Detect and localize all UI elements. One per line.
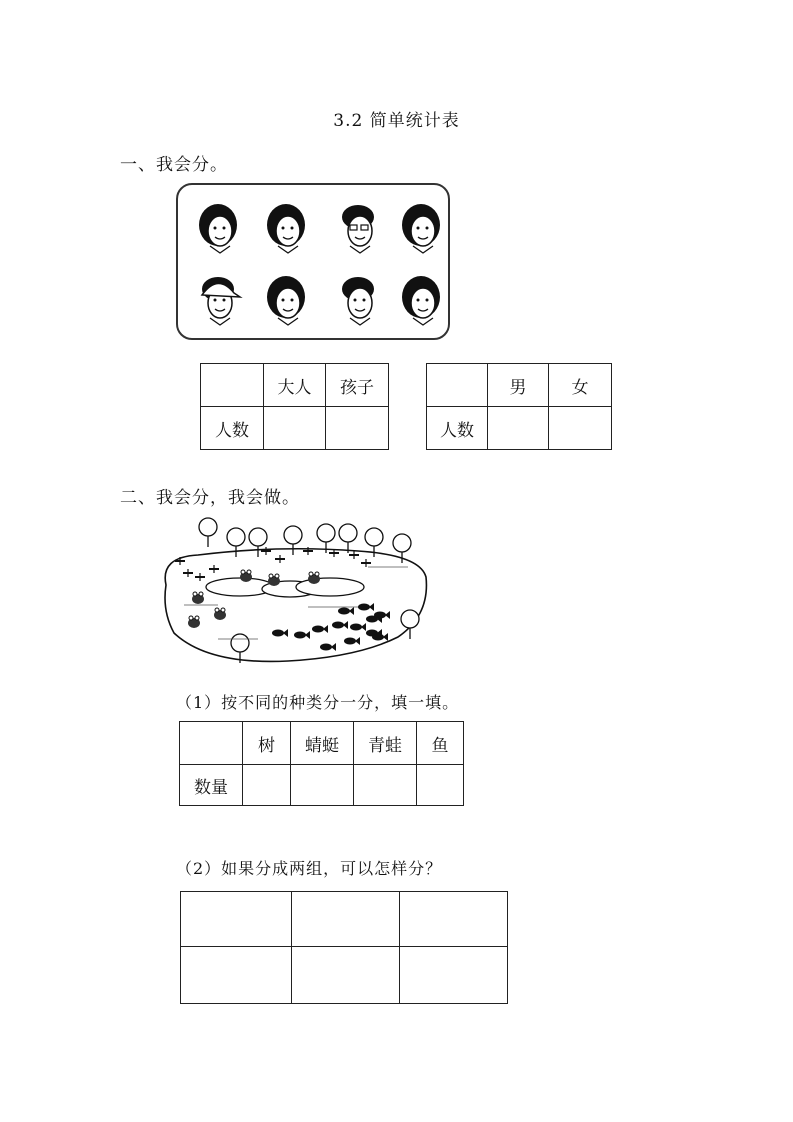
age-cell-adult[interactable] (264, 407, 326, 450)
woman-face-icon (267, 204, 305, 253)
species-cell-fish[interactable] (417, 765, 464, 806)
pond-scene-icon (158, 515, 430, 667)
section-two-heading: 二、我会分，我会做。 (120, 488, 300, 508)
age-cell-child[interactable] (326, 407, 389, 450)
girl-face-icon (199, 204, 237, 253)
question-two-text: （2）如果分成两组，可以怎样分？ (176, 859, 443, 878)
tree-icon (199, 518, 217, 547)
woman-face-icon (267, 276, 305, 325)
girl-face-icon (402, 204, 440, 253)
species-header-tree: 树 (243, 722, 291, 765)
tree-icon (339, 524, 357, 553)
species-header-frog: 青蛙 (354, 722, 417, 765)
gender-header-male: 男 (488, 364, 549, 407)
faces-picture-box (176, 183, 450, 340)
section-one-heading: 一、我会分。 (120, 155, 228, 175)
age-header-adult: 大人 (264, 364, 326, 407)
boy-face-icon (342, 277, 374, 325)
age-row-label: 人数 (201, 407, 264, 450)
gender-cell-female[interactable] (549, 407, 612, 450)
page-title: 3.2 简单统计表 (333, 111, 460, 131)
species-header-dragonfly: 蜻蜓 (291, 722, 354, 765)
gender-row-label: 人数 (427, 407, 488, 450)
grouping-cell[interactable] (292, 947, 400, 1004)
species-cell-dragonfly[interactable] (291, 765, 354, 806)
tree-icon (401, 610, 419, 639)
species-header-fish: 鱼 (417, 722, 464, 765)
species-cell-frog[interactable] (354, 765, 417, 806)
grouping-cell[interactable] (400, 892, 508, 947)
grouping-cell[interactable] (400, 947, 508, 1004)
gender-table-corner (427, 364, 488, 407)
species-table (179, 721, 464, 806)
age-table (200, 363, 389, 450)
gender-cell-male[interactable] (488, 407, 549, 450)
pond-picture (158, 515, 430, 667)
question-one-text: （1）按不同的种类分一分，填一填。 (176, 693, 460, 712)
species-table-corner (180, 722, 243, 765)
age-header-child: 孩子 (326, 364, 389, 407)
grouping-cell[interactable] (181, 947, 292, 1004)
boy-cap-face-icon (202, 277, 240, 325)
man-glasses-face-icon (342, 205, 374, 253)
lily-pad (296, 578, 364, 596)
gender-header-female: 女 (549, 364, 612, 407)
species-row-label: 数量 (180, 765, 243, 806)
species-cell-tree[interactable] (243, 765, 291, 806)
woman-curly-face-icon (402, 276, 440, 325)
faces-illustration (178, 185, 448, 338)
age-table-corner (201, 364, 264, 407)
grouping-cell[interactable] (181, 892, 292, 947)
gender-table (426, 363, 612, 450)
grouping-table (180, 891, 508, 1004)
grouping-cell[interactable] (292, 892, 400, 947)
